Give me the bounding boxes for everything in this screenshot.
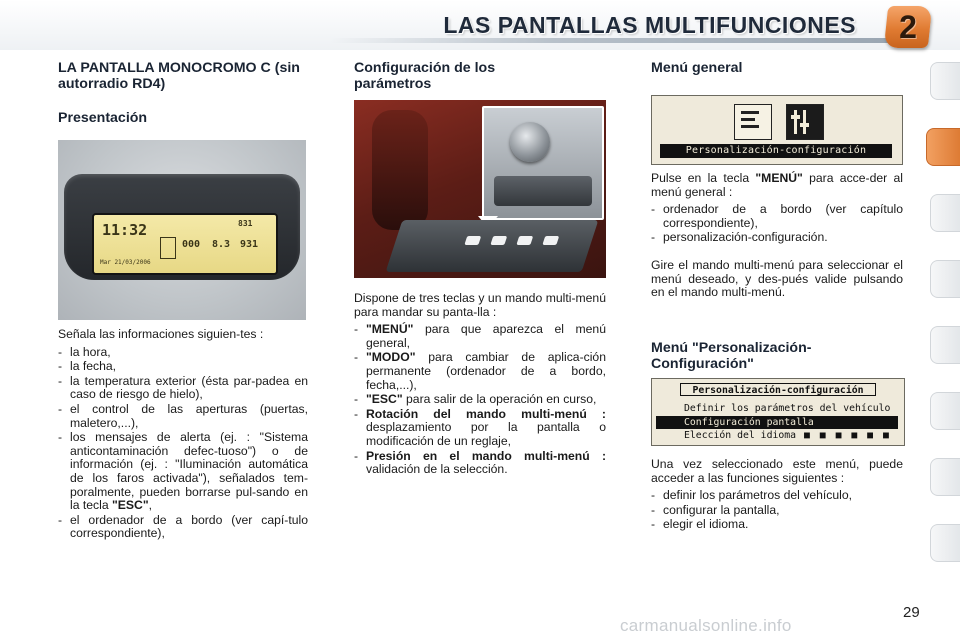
section-heading: Menú "Personalización-Configuración" bbox=[651, 340, 812, 372]
page-title: LAS PANTALLAS MULTIFUNCIONES bbox=[443, 12, 856, 38]
watermark: carmanualsonline.info bbox=[620, 616, 792, 635]
list-item: - "MODO" para cambiar de aplica-ción permanente (ordenador de a bordo, fecha,...), bbox=[354, 351, 606, 392]
intro-text: Dispone de tres teclas y un mando multi-menú para mandar su panta-lla : bbox=[354, 291, 606, 319]
menu-general-description bbox=[651, 172, 903, 300]
section-heading: Configuración de los parámetros bbox=[354, 60, 496, 92]
section-heading: LA PANTALLA MONOCROMO C (sin autorradio RD4) bbox=[58, 60, 300, 92]
column-parameters bbox=[354, 60, 606, 92]
list-item: - los mensajes de alerta (ej. : "Sistema anticontaminación defec-tuoso") o de información (ej. : "Iluminación automática de los faros activada"), señalados tem-poralmente, pueden borrarse pul-sando en la tecla "ESC", bbox=[58, 431, 308, 513]
keys-list bbox=[354, 323, 606, 477]
chapter-tab[interactable] bbox=[930, 326, 960, 364]
menu-selected-label: Personalización-configuración bbox=[660, 144, 892, 158]
intro-text: Pulse en la tecla "MENÚ" para acce-der al menú general : bbox=[651, 171, 903, 199]
menu-general-screen bbox=[651, 95, 903, 165]
list-item: - definir los parámetros del vehículo, bbox=[651, 489, 903, 503]
chapter-tab[interactable] bbox=[930, 392, 960, 430]
intro-text: Una vez seleccionado este menú, puede acceder a las funciones siguientes : bbox=[651, 457, 903, 485]
console-key bbox=[490, 236, 507, 245]
console-key bbox=[516, 236, 533, 245]
section-subheading: Presentación bbox=[58, 110, 148, 126]
multi-menu-knob bbox=[510, 122, 550, 162]
console-buttons-photo bbox=[354, 100, 606, 278]
menu-option: Elección del idioma ■ ■ ■ ■ ■ ■ bbox=[684, 430, 891, 441]
chapter-number: 2 bbox=[899, 9, 917, 45]
list-item: - "MENÚ" para que aparezca el menú general, bbox=[354, 323, 606, 350]
section-heading: Menú general bbox=[651, 60, 743, 76]
button-strip bbox=[494, 176, 592, 206]
instruction-text: Gire el mando multi-menú para seleccionar el menú deseado, y des-pués valide pulsando en el mando multi-menú. bbox=[651, 257, 903, 300]
lcd-value: 000 bbox=[182, 239, 201, 250]
menu-personal-heading-block bbox=[651, 340, 903, 372]
lcd-label: 831 bbox=[238, 219, 253, 228]
lcd-value: 931 bbox=[240, 239, 259, 250]
menu-title: Personalización-configuración bbox=[680, 383, 876, 396]
menu-general-list bbox=[651, 203, 903, 245]
chapter-tabs bbox=[926, 62, 960, 582]
list-item: - la hora, bbox=[58, 346, 308, 360]
list-item: - el ordenador de a bordo (ver capí-tulo correspondiente), bbox=[58, 514, 308, 541]
intro-text: Señala las informaciones siguien-tes : bbox=[58, 327, 264, 341]
list-item: - ordenador de a bordo (ver capítulo correspondiente), bbox=[651, 203, 903, 230]
chapter-tab[interactable] bbox=[930, 458, 960, 496]
list-item: - configurar la pantalla, bbox=[651, 504, 903, 518]
menu-personal-description bbox=[651, 458, 903, 533]
list-item: - Rotación del mando multi-menú : desplazamiento por la pantalla o modificación de un reglaje, bbox=[354, 408, 606, 449]
buttons-closeup bbox=[482, 106, 604, 220]
menu-option: Definir los parámetros del vehículo bbox=[684, 403, 891, 414]
console-key bbox=[542, 236, 559, 245]
chapter-tab[interactable] bbox=[930, 62, 960, 100]
chapter-tab[interactable] bbox=[930, 260, 960, 298]
gear-lever-boot bbox=[372, 110, 428, 230]
console-panel bbox=[386, 220, 599, 272]
chapter-badge bbox=[884, 6, 932, 48]
list-item: - "ESC" para salir de la operación en curso, bbox=[354, 393, 606, 407]
chapter-tab[interactable] bbox=[930, 524, 960, 562]
flag-icons: ■ ■ ■ ■ ■ ■ bbox=[796, 430, 891, 441]
list-item: - la fecha, bbox=[58, 360, 308, 374]
parameters-description bbox=[354, 292, 606, 478]
car-doors-icon bbox=[160, 237, 176, 259]
console-key bbox=[464, 236, 481, 245]
column-display bbox=[58, 60, 308, 126]
lcd-value: 8.3 bbox=[212, 239, 231, 250]
dashboard-display-photo bbox=[58, 140, 306, 320]
menu-personal-screen bbox=[651, 378, 905, 446]
list-item: - elegir el idioma. bbox=[651, 518, 903, 532]
trip-computer-icon bbox=[734, 104, 772, 140]
chapter-tab[interactable] bbox=[930, 194, 960, 232]
functions-list bbox=[651, 489, 903, 532]
page-number: 29 bbox=[903, 604, 920, 621]
list-item: - la temperatura exterior (ésta par-padea en caso de riesgo de hielo), bbox=[58, 375, 308, 402]
column-menu-general bbox=[651, 60, 903, 76]
chapter-tab-active[interactable] bbox=[926, 128, 960, 166]
menu-option-selected: Configuración pantalla bbox=[656, 416, 898, 429]
list-item: - el control de las aperturas (puertas, maletero,...), bbox=[58, 403, 308, 430]
display-info-list bbox=[58, 346, 308, 541]
monochrome-display bbox=[92, 213, 278, 275]
list-item: - Presión en el mando multi-menú : validación de la selección. bbox=[354, 450, 606, 477]
list-item: - personalización-configuración. bbox=[651, 231, 903, 245]
lcd-date: Mar 21/03/2006 bbox=[100, 259, 151, 266]
display-description bbox=[58, 328, 308, 542]
settings-sliders-icon bbox=[786, 104, 824, 140]
lcd-time: 11:32 bbox=[102, 221, 148, 239]
